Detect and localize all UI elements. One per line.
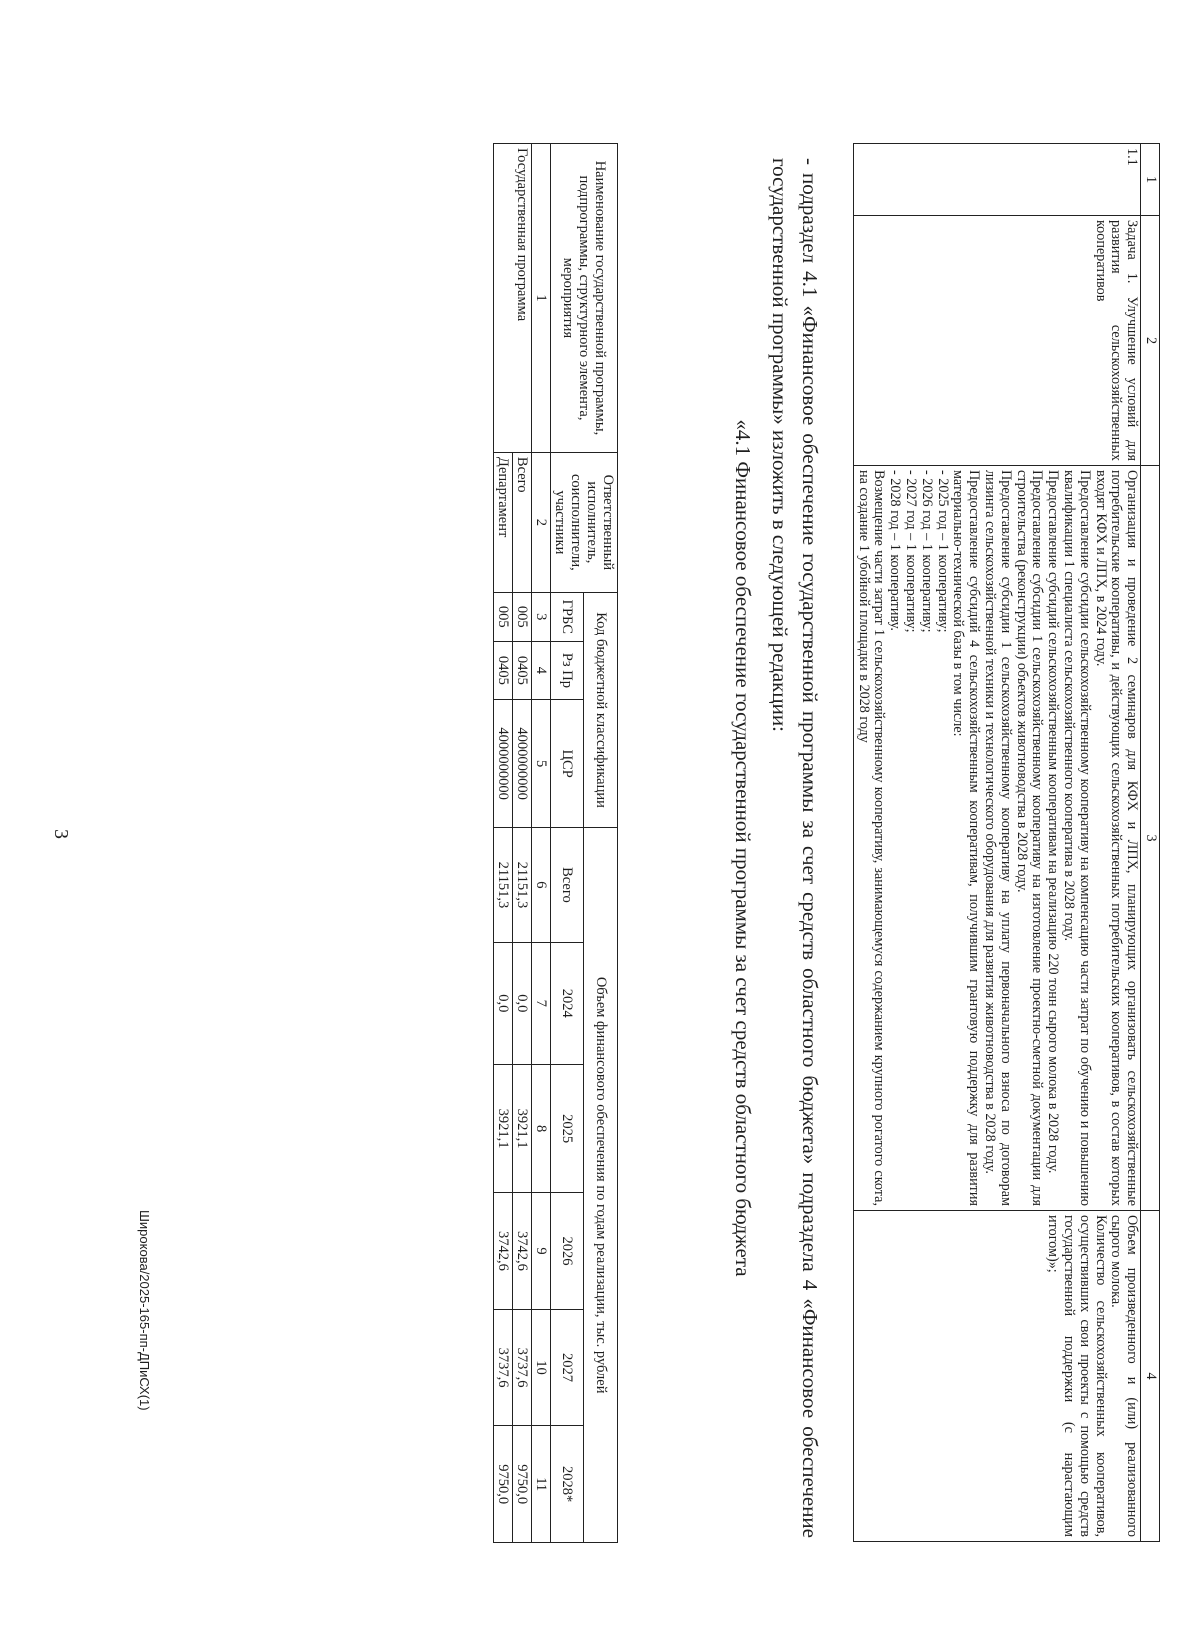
col-number: 7 — [532, 942, 551, 1064]
activity-line: - 2025 год – 1 кооперативу; — [934, 470, 951, 633]
csr-cell: 4000000000 — [513, 700, 532, 828]
subheader-rzpr: Рз Пр — [551, 641, 585, 699]
col-header-1: 1 — [1141, 144, 1160, 216]
subheader-2024: 2024 — [551, 942, 585, 1064]
section-heading: «4.1 Финансовое обеспечение государственной программы за счет средств областного бюджета — [731, 419, 755, 1277]
total-cell: 21151,3 — [494, 828, 513, 942]
table-header-row — [1141, 144, 1160, 1542]
activities-cell — [853, 466, 1140, 1211]
activity-line: - 2028 год – 1 кооперативу. — [887, 470, 904, 631]
indicators-cell — [853, 1211, 1140, 1542]
activity-line: Организация и проведение 2 семинаров для КФХ и ЛПХ, планирующих организовать сельскохозяйственные потребительские кооперативы, и действующих сельскохозяйственных потребительских кооперативов, в состав которых входят КФХ и ЛПХ, в 2024 году. — [1092, 470, 1141, 1206]
col-number: 1 — [532, 144, 551, 453]
indicator-line: Количество сельскохозяйственных кооперативов, осуществивших свои проекты с помощью средств государственной поддержки (с нарастающим итогом)»; — [1045, 1215, 1109, 1537]
subheader-grbs: ГРБС — [551, 592, 585, 641]
column-number-row — [532, 144, 551, 1543]
year-2025-cell: 3921,1 — [494, 1064, 513, 1192]
subheader-2027: 2027 — [551, 1309, 585, 1426]
year-2025-cell: 3921,1 — [513, 1064, 532, 1192]
col-number: 6 — [532, 828, 551, 942]
indicator-line: Объем произведенного и (или) реализованного сырого молока. — [1108, 1215, 1141, 1537]
col-header-2: 2 — [1141, 216, 1160, 466]
activity-line: Предоставление субсидии 1 сельскохозяйственному кооперативу на изготовление проектно-сметной документации для строительства (реконструкции) объектов животноводства в 2028 году. — [1013, 470, 1046, 1206]
subheader-total: Всего — [551, 828, 585, 942]
grbs-cell: 005 — [494, 592, 513, 641]
col-number: 11 — [532, 1426, 551, 1543]
col-number: 3 — [532, 592, 551, 641]
col-number: 10 — [532, 1309, 551, 1426]
table-row — [853, 144, 1140, 1542]
activity-line: Предоставление субсидии сельскохозяйственному кооперативу на компенсацию части затрат по обучению и повышению квалификации 1 специалиста сельскохозяйственного кооператива в 2028 году. — [1061, 470, 1093, 1206]
col-number: 9 — [532, 1193, 551, 1310]
document-footer: Широкова/2025-165-пп-ДПиСХ(1) — [137, 1210, 152, 1411]
subheader-csr: ЦСР — [551, 700, 585, 828]
activity-line: Предоставление субсидий 4 сельскохозяйственным кооперативам, получившим грантовую поддержку для развития материально-технической базы в том числе: — [950, 470, 983, 1206]
activity-line: Предоставление субсидий сельскохозяйственным кооперативам на реализацию 220 тонн сырого молока в 2028 году. — [1045, 470, 1062, 1174]
table-row — [513, 144, 532, 1543]
year-2028-cell: 9750,0 — [513, 1426, 532, 1543]
year-2028-cell: 9750,0 — [494, 1426, 513, 1543]
total-cell: 21151,3 — [513, 828, 532, 942]
col-header-3: 3 — [1141, 466, 1160, 1211]
year-2024-cell: 0,0 — [513, 942, 532, 1064]
row-number: 1.1 — [853, 144, 1140, 216]
col-number: 2 — [532, 452, 551, 592]
year-2027-cell: 3737,6 — [513, 1309, 532, 1426]
activity-line: - 2027 год – 1 кооперативу; — [903, 470, 920, 633]
responsible-cell: Всего — [513, 452, 532, 592]
csr-cell: 4000000000 — [494, 700, 513, 828]
year-2024-cell: 0,0 — [494, 942, 513, 1064]
header-volume: Объем финансового обеспечения по годам реализации, тыс. рублей — [584, 828, 618, 1543]
subheader-2026: 2026 — [551, 1193, 585, 1310]
table-header-row — [584, 144, 618, 1543]
col-header-4: 4 — [1141, 1211, 1160, 1542]
year-2026-cell: 3742,6 — [494, 1193, 513, 1310]
col-number: 4 — [532, 641, 551, 699]
header-responsible: Ответственный исполнитель, соисполнители, участники — [551, 452, 618, 592]
page-number: 3 — [50, 829, 72, 839]
col-number: 8 — [532, 1064, 551, 1192]
header-name: Наименование государственной программы, подпрограммы, структурного элемента, мероприятия — [551, 144, 618, 453]
activities-table — [853, 143, 1160, 1542]
year-2026-cell: 3742,6 — [513, 1193, 532, 1310]
grbs-cell: 005 — [513, 592, 532, 641]
amendment-paragraph: - подраздел 4.1 «Финансовое обеспечение государственной программы за счет средств областного бюджета» подраздела 4 «Финансовое обеспечение государственной программы» изложить в следующей редакции: — [768, 158, 822, 1538]
rzpr-cell: 0405 — [513, 641, 532, 699]
header-budget-code: Код бюджетной классификации — [584, 592, 618, 828]
activity-line: - 2026 год – 1 кооперативу; — [918, 470, 935, 633]
subheader-2028: 2028* — [551, 1426, 585, 1543]
col-number: 5 — [532, 700, 551, 828]
rzpr-cell: 0405 — [494, 641, 513, 699]
year-2027-cell: 3737,6 — [494, 1309, 513, 1426]
responsible-cell: Департамент — [494, 452, 513, 592]
activity-line: Возмещение части затрат 1 сельскохозяйственному кооперативу, занимающемуся содержанием крупного рогатого скота, на создание 1 убойной площадки в 2028 году — [855, 470, 888, 1206]
financing-table — [493, 143, 618, 1543]
task-cell: Задача 1. Улучшение условий для развития сельскохозяйственных кооперативов — [853, 216, 1140, 466]
activity-line: Предоставление субсидии 1 сельскохозяйственному кооперативу на уплату первоначального взноса по договорам лизинга сельскохозяйственной техники и технологического оборудования для развития животноводства в 2028 году. — [982, 470, 1014, 1206]
program-name: Государственная программа — [494, 144, 532, 453]
subheader-2025: 2025 — [551, 1064, 585, 1192]
